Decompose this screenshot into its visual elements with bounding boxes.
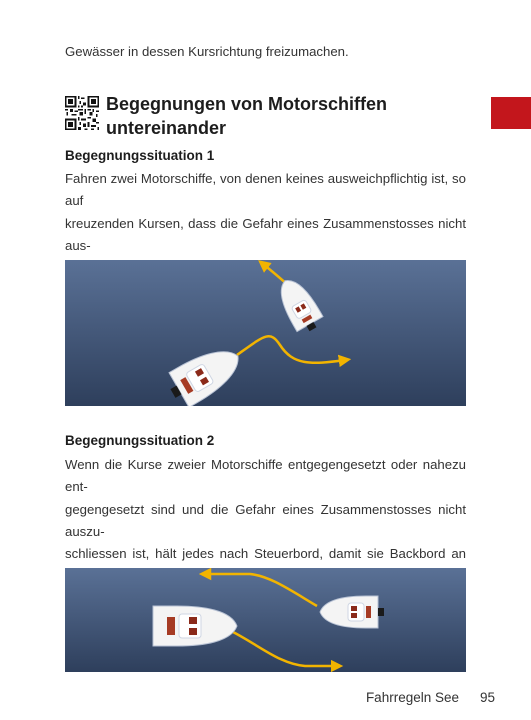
- section-title-line1: Begegnungen von Motorschiffen: [106, 94, 387, 114]
- water-surface: [65, 568, 466, 672]
- situation2-heading: Begegnungssituation 2: [65, 433, 215, 448]
- situation1-heading: Begegnungssituation 1: [65, 148, 215, 163]
- section-title-line2: untereinander: [106, 118, 227, 138]
- qr-code-icon[interactable]: [65, 96, 99, 130]
- footer-chapter-label: Fahrregeln See: [365, 690, 459, 705]
- section-heading: [106, 92, 387, 140]
- situation2-line: schliessen ist, hält jedes nach Steuerbord, damit sie Backbord an: [65, 546, 466, 562]
- situation1-line: Fahren zwei Motorschiffe, von denen keines ausweichpflichtig ist, so auf: [65, 171, 466, 209]
- head-on-situation-illustration: [65, 568, 466, 672]
- situation2-line: gegengesetzt sind und die Gefahr eines Zusammenstosses nicht auszu-: [65, 501, 466, 539]
- page-number: 95: [480, 690, 496, 705]
- intro-text: Gewässer in dessen Kursrichtung freizumachen.: [65, 44, 349, 59]
- water-surface: [65, 260, 466, 406]
- situation2-line: Wenn die Kurse zweier Motorschiffe entgegengesetzt oder nahezu ent-: [65, 457, 466, 495]
- crossing-situation-illustration: [65, 260, 466, 406]
- situation1-line: kreuzenden Kursen, dass die Gefahr eines Zusammenstosses nicht aus-: [65, 215, 466, 253]
- chapter-tab: [491, 97, 531, 129]
